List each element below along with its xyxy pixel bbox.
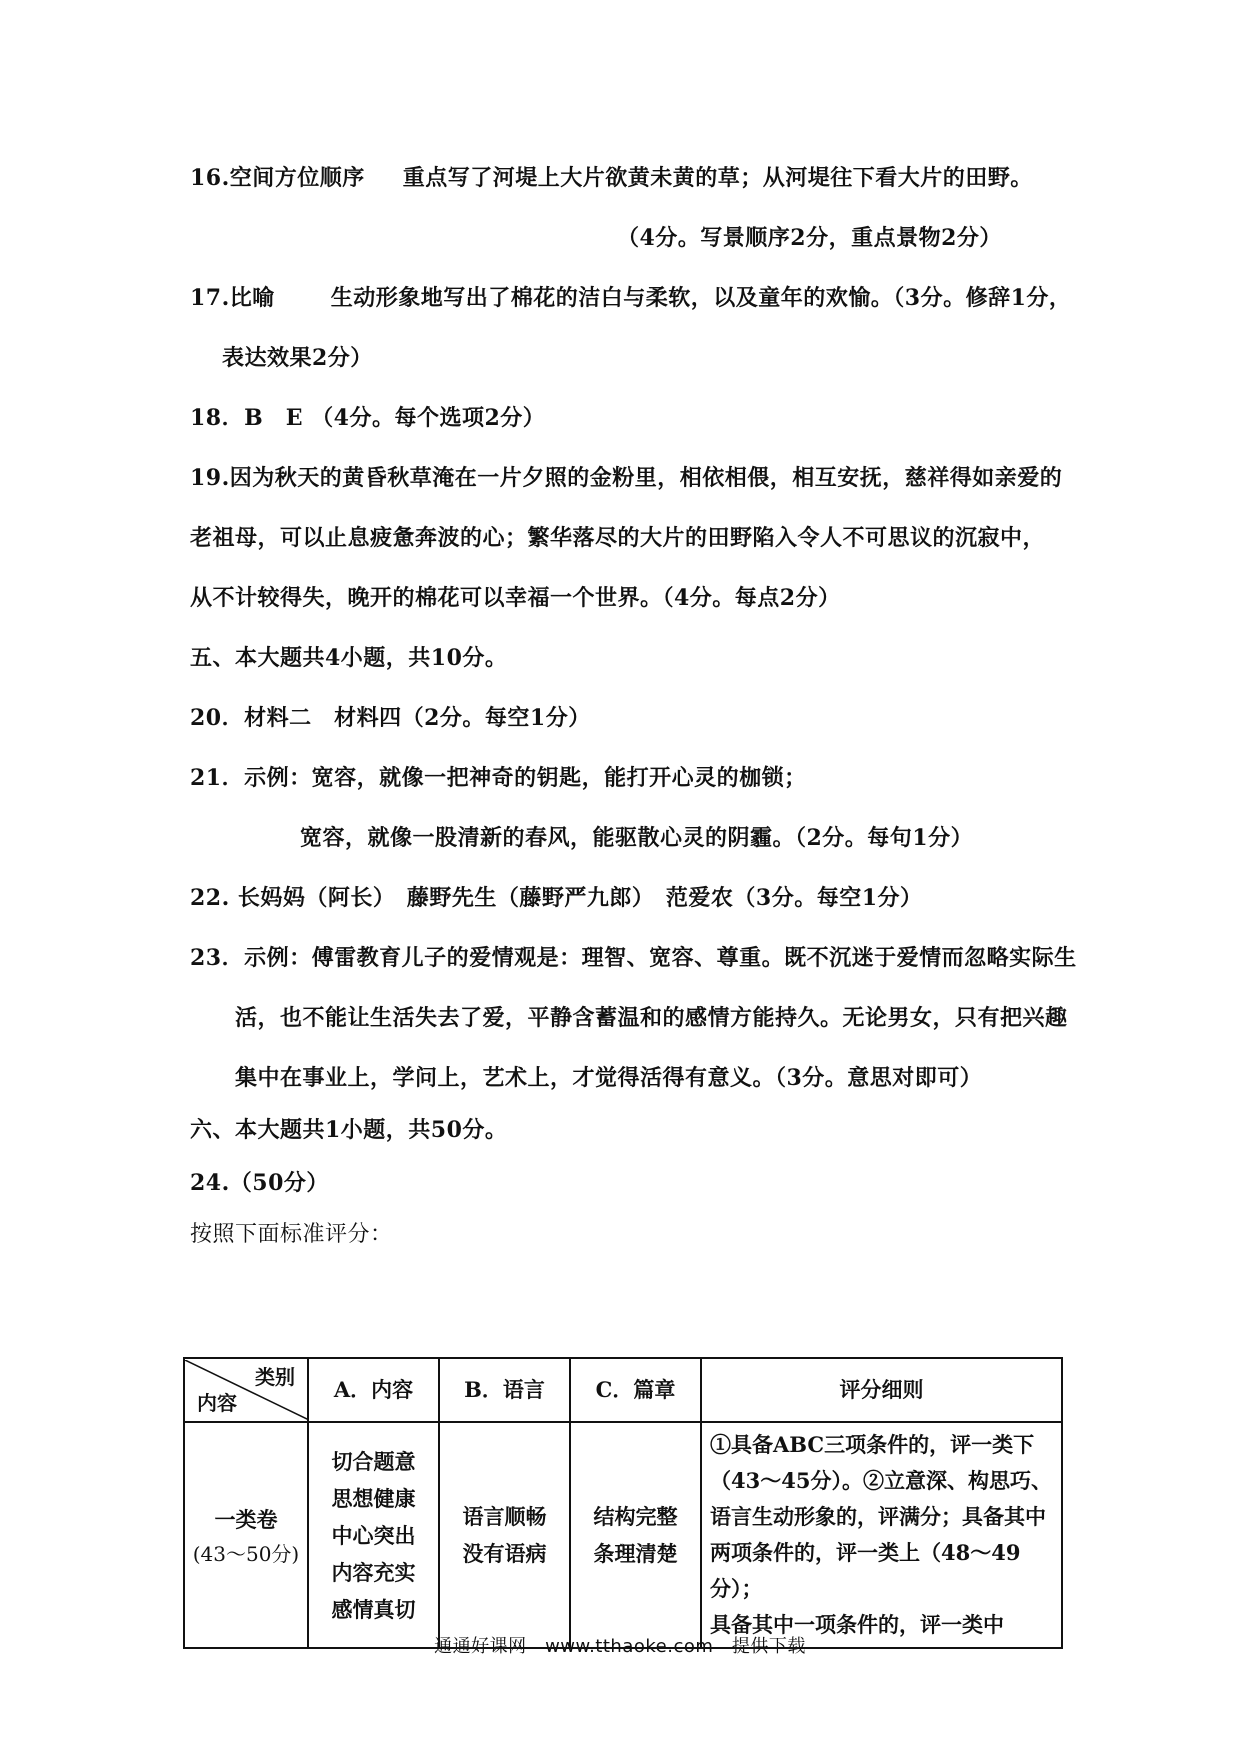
content-criterion: 内容充实 xyxy=(331,1559,416,1585)
answer-23-line3: 集中在事业上，学问上，艺术上，才觉得活得有意义。（3分。意思对即可） xyxy=(235,1065,983,1091)
answer-17-text: 生动形象地写出了棉花的洁白与柔软，以及童年的欢愉。（3分。修辞1分， xyxy=(330,285,1072,311)
answer-16-type: 16.空间方位顺序 xyxy=(190,165,365,191)
content-criterion: 思想健康 xyxy=(331,1485,416,1511)
grade-label: 一类卷 xyxy=(214,1507,278,1532)
language-criterion: 没有语病 xyxy=(462,1541,547,1566)
answer-24: 24.（50分） xyxy=(190,1170,329,1196)
answer-17 xyxy=(190,283,1071,313)
answer-18: 18．B E （4分。每个选项2分） xyxy=(190,405,546,431)
grade-cell xyxy=(184,1422,308,1648)
detail-line: 语言生动形象的，评满分；具备其中 xyxy=(710,1504,1046,1529)
section-six-heading: 六、本大题共1小题，共50分。 xyxy=(190,1117,508,1143)
answer-21-line2: 宽容，就像一股清新的春风，能驱散心灵的阴霾。（2分。每句1分） xyxy=(300,825,974,851)
grading-table-row xyxy=(184,1422,1062,1648)
grading-intro: 按照下面标准评分： xyxy=(190,1222,393,1247)
answer-20: 20．材料二 材料四（2分。每空1分） xyxy=(190,705,591,731)
structure-criterion: 结构完整 xyxy=(593,1504,678,1529)
structure-criterion: 条理清楚 xyxy=(593,1541,678,1566)
corner-content-label: 内容 xyxy=(197,1391,237,1415)
answer-16-score: （4分。写景顺序2分，重点景物2分） xyxy=(617,225,1002,251)
header-content: A．内容 xyxy=(308,1358,439,1422)
content-criterion: 切合题意 xyxy=(331,1448,416,1474)
answer-21-line1: 21．示例：宽容，就像一把神奇的钥匙，能打开心灵的枷锁； xyxy=(190,765,807,791)
header-language: B．语言 xyxy=(439,1358,570,1422)
answer-19-line1: 19.因为秋天的黄昏秋草淹在一片夕照的金粉里，相依相偎，相互安抚，慈祥得如亲爱的 xyxy=(190,465,1063,491)
answer-19-line3: 从不计较得失，晚开的棉花可以幸福一个世界。（4分。每点2分） xyxy=(190,585,841,611)
grade-range: (43～50分) xyxy=(192,1542,300,1566)
detail-line: 两项条件的，评一类上（48～49分）； xyxy=(710,1540,1021,1601)
answer-22: 22. 长妈妈（阿长） 藤野先生（藤野严九郎） 范爱农（3分。每空1分） xyxy=(190,885,923,911)
answer-16-text: 重点写了河堤上大片欲黄未黄的草；从河堤往下看大片的田野。 xyxy=(402,165,1033,191)
content-criterion: 感情真切 xyxy=(331,1596,416,1622)
grading-table xyxy=(183,1357,1063,1649)
answer-17-type: 17.比喻 xyxy=(190,285,275,311)
detail-line: ①具备ABC三项条件的，评一类下 xyxy=(710,1432,1035,1457)
content-criteria-cell xyxy=(308,1422,439,1648)
detail-line: 具备其中一项条件的，评一类中 xyxy=(710,1612,1004,1637)
grading-table-header-row xyxy=(184,1358,1062,1422)
answer-23-line1: 23．示例：傅雷教育儿子的爱情观是：理智、宽容、尊重。既不沉迷于爱情而忽略实际生 xyxy=(190,945,1077,971)
language-criteria-cell xyxy=(439,1422,570,1648)
detail-cell xyxy=(701,1422,1062,1648)
corner-category-label: 类别 xyxy=(255,1365,295,1389)
content-criterion: 中心突出 xyxy=(331,1522,416,1548)
answer-16 xyxy=(190,163,1033,193)
page-footer: 通通好课网 www.tthaoke.com 提供下载 xyxy=(434,1636,806,1657)
header-detail: 评分细则 xyxy=(701,1358,1062,1422)
detail-line: （43～45分）。②立意深、构思巧、 xyxy=(710,1468,1052,1493)
structure-criteria-cell xyxy=(570,1422,701,1648)
answer-17-cont: 表达效果2分） xyxy=(222,345,373,371)
answer-23-line2: 活，也不能让生活失去了爱，平静含蓄温和的感情方能持久。无论男女，只有把兴趣 xyxy=(235,1005,1068,1031)
language-criterion: 语言顺畅 xyxy=(462,1504,547,1529)
answer-19-line2: 老祖母，可以止息疲惫奔波的心；繁华落尽的大片的田野陷入令人不可思议的沉寂中， xyxy=(190,525,1046,551)
section-five-heading: 五、本大题共4小题，共10分。 xyxy=(190,645,508,671)
corner-cell xyxy=(184,1358,308,1422)
header-structure: C．篇章 xyxy=(570,1358,701,1422)
